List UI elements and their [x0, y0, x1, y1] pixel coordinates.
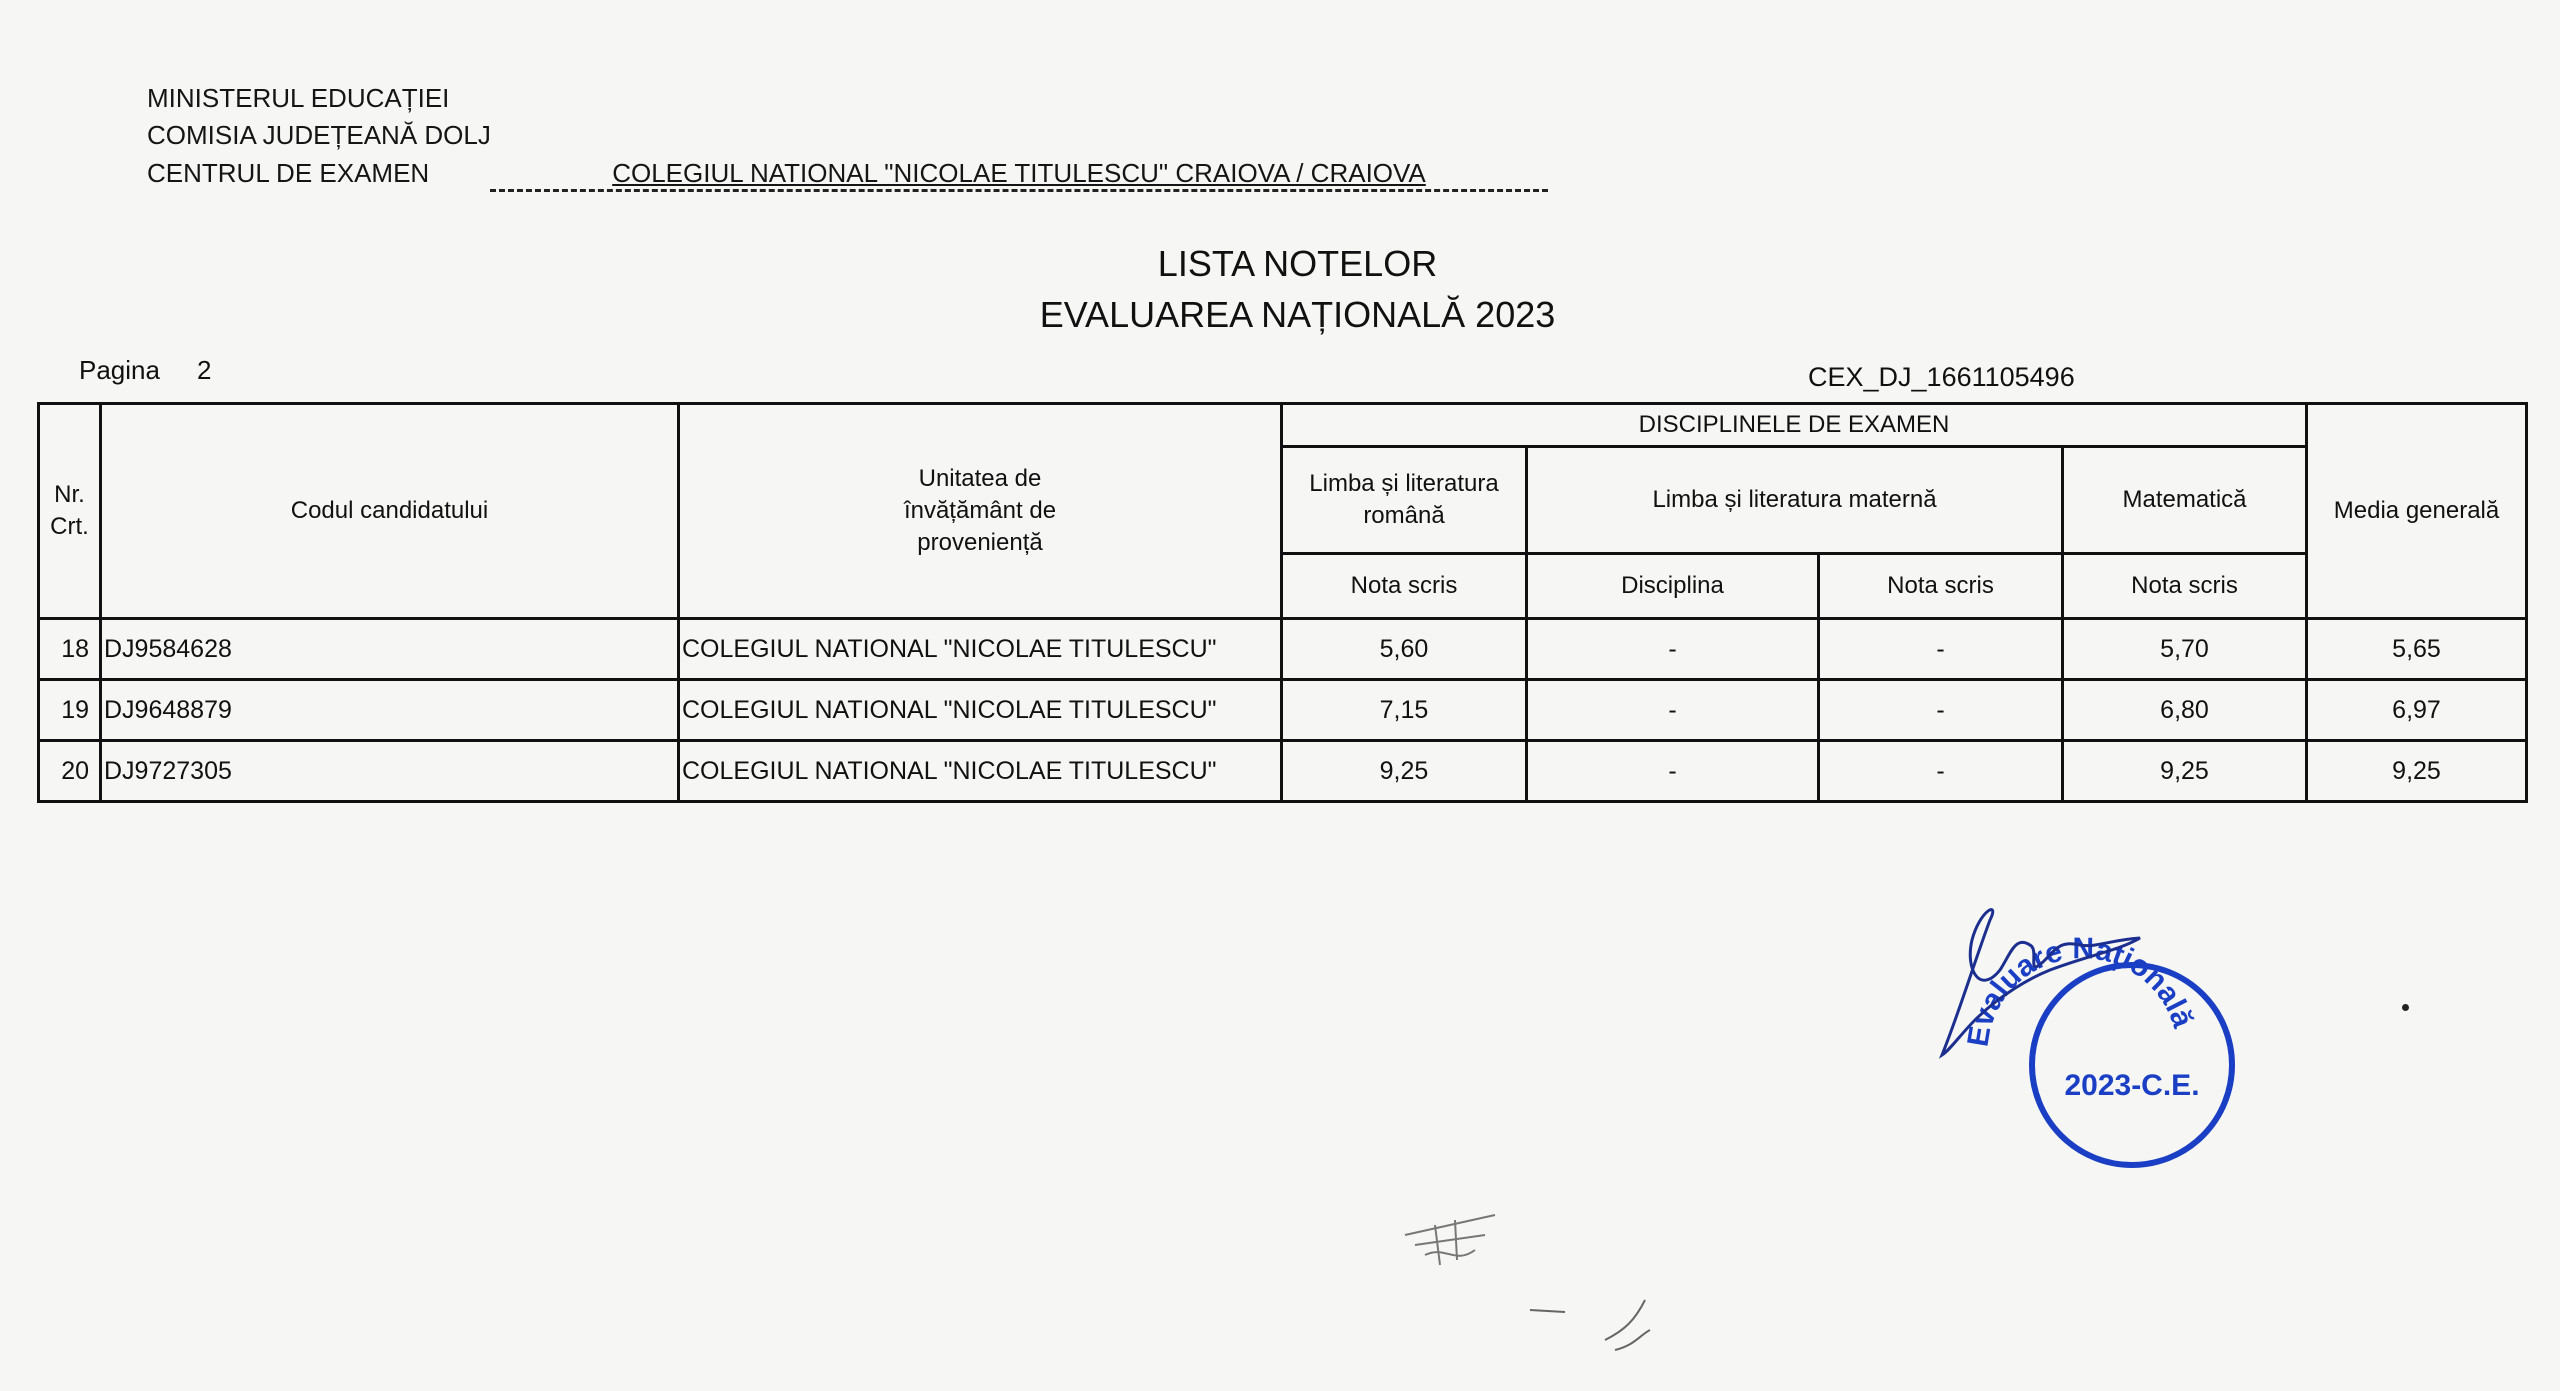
official-stamp	[1920, 900, 2250, 1200]
cell-math: 6,80	[2063, 680, 2307, 741]
handwritten-mark	[1395, 1205, 1515, 1275]
cell-code: DJ9584628	[101, 619, 679, 680]
cell-mt-grade: -	[1819, 741, 2063, 802]
stamp-center-text: 2023-C.E.	[2064, 1069, 2200, 1102]
exam-center-label: CENTRUL DE EXAMEN	[147, 158, 430, 188]
header-average: Media generală	[2307, 404, 2527, 619]
cell-school: COLEGIUL NATIONAL "NICOLAE TITULESCU"	[679, 741, 1282, 802]
page-label: Pagina	[79, 355, 160, 385]
document-code: CEX_DJ_1661105496	[1808, 362, 2075, 392]
grades-table	[37, 402, 2528, 803]
ministry-name: MINISTERUL EDUCAȚIEI	[147, 83, 450, 113]
table-row	[39, 619, 2527, 680]
subheader-math-written: Nota scris	[2063, 554, 2307, 619]
header-math: Matematică	[2063, 447, 2307, 554]
cell-school: COLEGIUL NATIONAL "NICOLAE TITULESCU"	[679, 680, 1282, 741]
cell-math: 9,25	[2063, 741, 2307, 802]
table-row	[39, 741, 2527, 802]
document-subtitle: EVALUAREA NAȚIONALĂ 2023	[1039, 294, 1556, 335]
cell-code: DJ9727305	[101, 741, 679, 802]
commission-name: COMISIA JUDEȚEANĂ DOLJ	[147, 120, 491, 150]
header-romanian: Limba și literatura română	[1282, 447, 1527, 554]
handwritten-mark-2	[1525, 1290, 1685, 1370]
header-mother-tongue: Limba și literatura maternă	[1527, 447, 2063, 554]
table-row	[39, 680, 2527, 741]
header-nr-crt: Nr. Crt.	[39, 404, 101, 619]
cell-nr: 18	[39, 619, 101, 680]
document-title: LISTA NOTELOR	[1157, 243, 1438, 284]
cell-average: 6,97	[2307, 680, 2527, 741]
cell-nr: 20	[39, 741, 101, 802]
cell-math: 5,70	[2063, 619, 2307, 680]
subheader-romanian-written: Nota scris	[1282, 554, 1527, 619]
header-exam-disciplines: DISCIPLINELE DE EXAMEN	[1282, 404, 2307, 447]
subheader-mt-written: Nota scris	[1819, 554, 2063, 619]
cell-school: COLEGIUL NATIONAL "NICOLAE TITULESCU"	[679, 619, 1282, 680]
stamp-ring-text: Evaluare Națională	[1961, 932, 2200, 1049]
cell-code: DJ9648879	[101, 680, 679, 741]
header-candidate-code: Codul candidatului	[101, 404, 679, 619]
cell-mt-grade: -	[1819, 619, 2063, 680]
exam-center-value	[490, 157, 1548, 192]
header-school: Unitatea de învățământ de proveniență	[679, 404, 1282, 619]
subheader-mt-discipline: Disciplina	[1527, 554, 1819, 619]
cell-romanian: 9,25	[1282, 741, 1527, 802]
cell-mt-discipline: -	[1527, 619, 1819, 680]
page-number: 2	[197, 355, 212, 385]
cell-romanian: 5,60	[1282, 619, 1527, 680]
ink-dot	[2402, 1004, 2409, 1011]
exam-center-name: COLEGIUL NATIONAL "NICOLAE TITULESCU" CRAIOVA / CRAIOVA	[612, 158, 1426, 188]
cell-mt-discipline: -	[1527, 741, 1819, 802]
cell-average: 9,25	[2307, 741, 2527, 802]
cell-nr: 19	[39, 680, 101, 741]
cell-average: 5,65	[2307, 619, 2527, 680]
cell-mt-discipline: -	[1527, 680, 1819, 741]
cell-romanian: 7,15	[1282, 680, 1527, 741]
stamp-ring	[2032, 965, 2232, 1165]
cell-mt-grade: -	[1819, 680, 2063, 741]
